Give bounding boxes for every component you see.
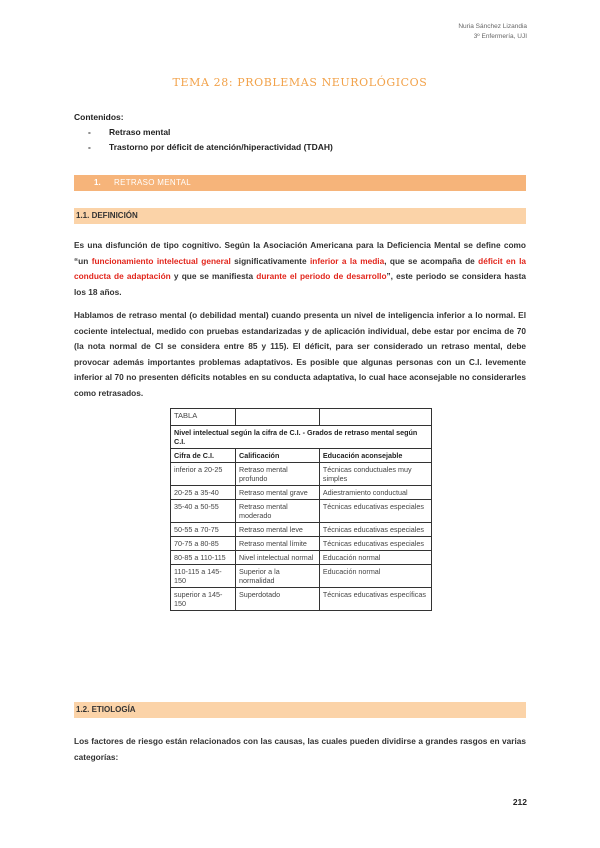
table-row xyxy=(171,426,432,449)
table-row xyxy=(171,500,432,523)
retraso-paragraph: Hablamos de retraso mental (o debilidad mental) cuando presenta un nivel de inteligencia inferior a lo normal. El cociente intelectual, medido con pruebas estandarizadas y de aplicación individual, debe estar por encima de 70 (la nota normal de CI se considera entre 85 y 115). El déficit, para ser considerado un retraso mental, debe provocar además importantes problemas adaptativos. Es posible que algunas personas con un C.I. levemente inferior al 70 no presenten déficits notables en su conducta adaptativa, lo cual hace aconsejable no considerarles como retrasados. xyxy=(74,310,526,398)
table-cell: Nivel intelectual normal xyxy=(236,551,320,565)
table-row xyxy=(171,588,432,611)
contents-block xyxy=(74,110,333,155)
table-cell: Técnicas educativas especiales xyxy=(319,537,431,551)
author-name: Nuria Sánchez Lizandia xyxy=(458,23,527,30)
table-cell: 110-115 a 145-150 xyxy=(171,565,236,588)
table-cell: superior a 145-150 xyxy=(171,588,236,611)
section-label: RETRASO MENTAL xyxy=(114,178,191,187)
page-title: TEMA 28: PROBLEMAS NEUROLÓGICOS xyxy=(172,76,428,89)
page-header xyxy=(458,22,527,42)
ci-table xyxy=(170,408,432,611)
table-header: Calificación xyxy=(236,449,320,463)
table-row xyxy=(171,523,432,537)
course-label: 3º Enfermería, UJI xyxy=(473,33,527,40)
table-cell: Retraso mental moderado xyxy=(236,500,320,523)
table-cell: 70-75 a 80-85 xyxy=(171,537,236,551)
highlight-text: funcionamiento intelectual general xyxy=(91,255,231,266)
contents-heading: Contenidos: xyxy=(74,112,124,122)
table-cell: inferior a 20-25 xyxy=(171,463,236,486)
text-run: ”, este periodo se considera hasta los 18 años. xyxy=(74,271,526,297)
table-cell: Técnicas educativas especiales xyxy=(319,500,431,523)
table-caption: Nivel intelectual según la cifra de C.I. - Grados de retraso mental según C.I. xyxy=(171,426,432,449)
table-cell: Adiestramiento conductual xyxy=(319,486,431,500)
subsection-heading-etiologia: 1.2. ETIOLOGÍA xyxy=(74,702,526,718)
table-cell xyxy=(319,409,431,426)
contents-item: - Trastorno por déficit de atención/hiperactividad (TDAH) xyxy=(74,140,333,155)
highlight-text: inferior a la media xyxy=(309,255,385,266)
highlight-text: durante el periodo de desarrollo xyxy=(256,271,387,281)
table-cell: Superdotado xyxy=(236,588,320,611)
highlight-text: déficit en la conducta de adaptación xyxy=(74,255,526,281)
table-header: Educación aconsejable xyxy=(319,449,431,463)
text-run: y que se manifiesta xyxy=(170,271,257,281)
table-row xyxy=(171,463,432,486)
contents-item: - Retraso mental xyxy=(74,125,333,140)
table-cell: Retraso mental límite xyxy=(236,537,320,551)
table-row xyxy=(171,537,432,551)
table-row xyxy=(171,565,432,588)
table-row xyxy=(171,551,432,565)
table-cell: Retraso mental grave xyxy=(236,486,320,500)
etiologia-paragraph: Los factores de riesgo están relacionados con las causas, las cuales pueden dividirse a grandes rasgos en varias categorías: xyxy=(74,736,526,762)
subsection-heading-definicion: 1.1. DEFINICIÓN xyxy=(74,208,526,224)
table-cell: Superior a la normalidad xyxy=(236,565,320,588)
table-cell: Técnicas educativas específicas xyxy=(319,588,431,611)
text-run: significativamente xyxy=(230,255,310,266)
table-cell: 80-85 a 110-115 xyxy=(171,551,236,565)
table-cell: Educación normal xyxy=(319,565,431,588)
page-number: 212 xyxy=(512,797,527,807)
definition-paragraph xyxy=(74,238,526,300)
table-row xyxy=(171,486,432,500)
table-cell: Retraso mental leve xyxy=(236,523,320,537)
table-header-row xyxy=(171,449,432,463)
table-cell: 35-40 a 50-55 xyxy=(171,500,236,523)
section-number: 1. xyxy=(94,178,101,187)
section-heading-retraso-mental xyxy=(74,175,526,191)
table-row xyxy=(171,409,432,426)
table-cell xyxy=(236,409,320,426)
table-cell: Técnicas conductuales muy simples xyxy=(319,463,431,486)
table-cell: Técnicas educativas especiales xyxy=(319,523,431,537)
text-run: , que se acompaña de xyxy=(384,255,479,266)
table-label: TABLA xyxy=(171,409,236,426)
table-cell: Educación normal xyxy=(319,551,431,565)
table-cell: 50-55 a 70-75 xyxy=(171,523,236,537)
text-run: Es una disfunción de tipo cognitivo. Según la Asociación Americana para la Deficiencia Mental se define como “un xyxy=(74,240,526,266)
table-header: Cifra de C.I. xyxy=(171,449,236,463)
table-cell: 20-25 a 35-40 xyxy=(171,486,236,500)
table-cell: Retraso mental profundo xyxy=(236,463,320,486)
